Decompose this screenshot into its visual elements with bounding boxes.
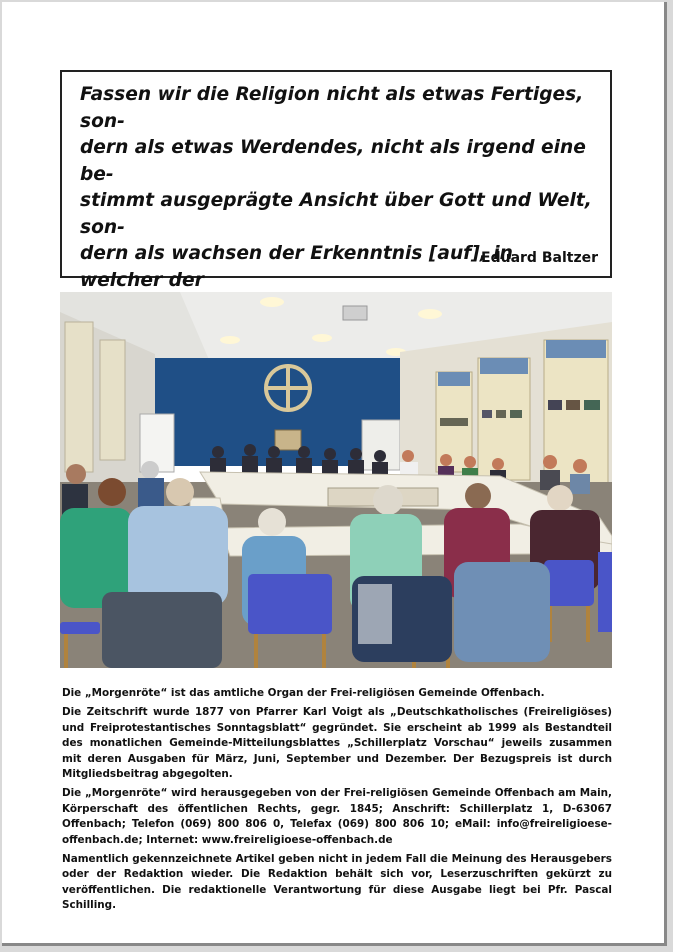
quote-line: dern als wachsen der Erkenntnis [auf], in welcher der bbox=[80, 243, 513, 291]
info-paragraph: Die „Morgenröte“ ist das amtliche Organ der Frei-religiösen Gemeinde Offenbach. bbox=[62, 687, 545, 699]
meeting-photo-illustration bbox=[60, 292, 612, 668]
quote-line: stimmt ausgeprägte Ansicht über Gott und Welt, son- bbox=[80, 190, 592, 238]
info-paragraph: Namentlich gekennzeichnete Artikel geben nicht in jedem Fall die Meinung des Herausgebers oder der Redaktion wieder. Die Redaktion behält sich vor, Leserzuschriften gekürzt zu veröffentlichen. Die redaktionelle Verantwortung für diese Ausgabe liegt bei Pfr. Pascal Schilling. bbox=[62, 853, 612, 912]
quote-box bbox=[60, 70, 612, 291]
quote-author: Eduard Baltzer bbox=[481, 250, 598, 266]
meeting-photo bbox=[60, 292, 612, 668]
quote-line: dern als etwas Werdendes, nicht als irgend eine be- bbox=[80, 137, 586, 185]
info-paragraph: Die „Morgenröte“ wird herausgegeben von der Frei-religiösen Gemeinde Offenbach am Main, Körperschaft des öffentlichen Rechts, gegr. 1845; Anschrift: Schillerplatz 1, D-63067 Offenbach; Telefon (069) 800 806 0, Telefax (069) 800 806 10; eMail: info@freireligioese-offenbach.de; Internet: www.freireligioese-offenbach.de bbox=[62, 787, 612, 846]
info-paragraph: Die Zeitschrift wurde 1877 von Pfarrer Karl Voigt als „Deutschkatholisches (Freireligiöses) und Freiprotestantisches Sonntagsblatt“ gegründet. Sie erscheint ab 1999 als Bestandteil des monatlichen Gemeinde-Mitteilungsblattes „Schillerplatz Vorschau“ jeweils zusammen mit deren Ausgaben für März, Juni, September und Dezember. Der Bezugspreis ist durch Mitgliedsbeitrag abgegolten. bbox=[62, 706, 612, 781]
quote-line: Fassen wir die Religion nicht als etwas Fertiges, son- bbox=[80, 84, 584, 132]
info-block bbox=[62, 686, 612, 918]
page bbox=[2, 2, 667, 946]
